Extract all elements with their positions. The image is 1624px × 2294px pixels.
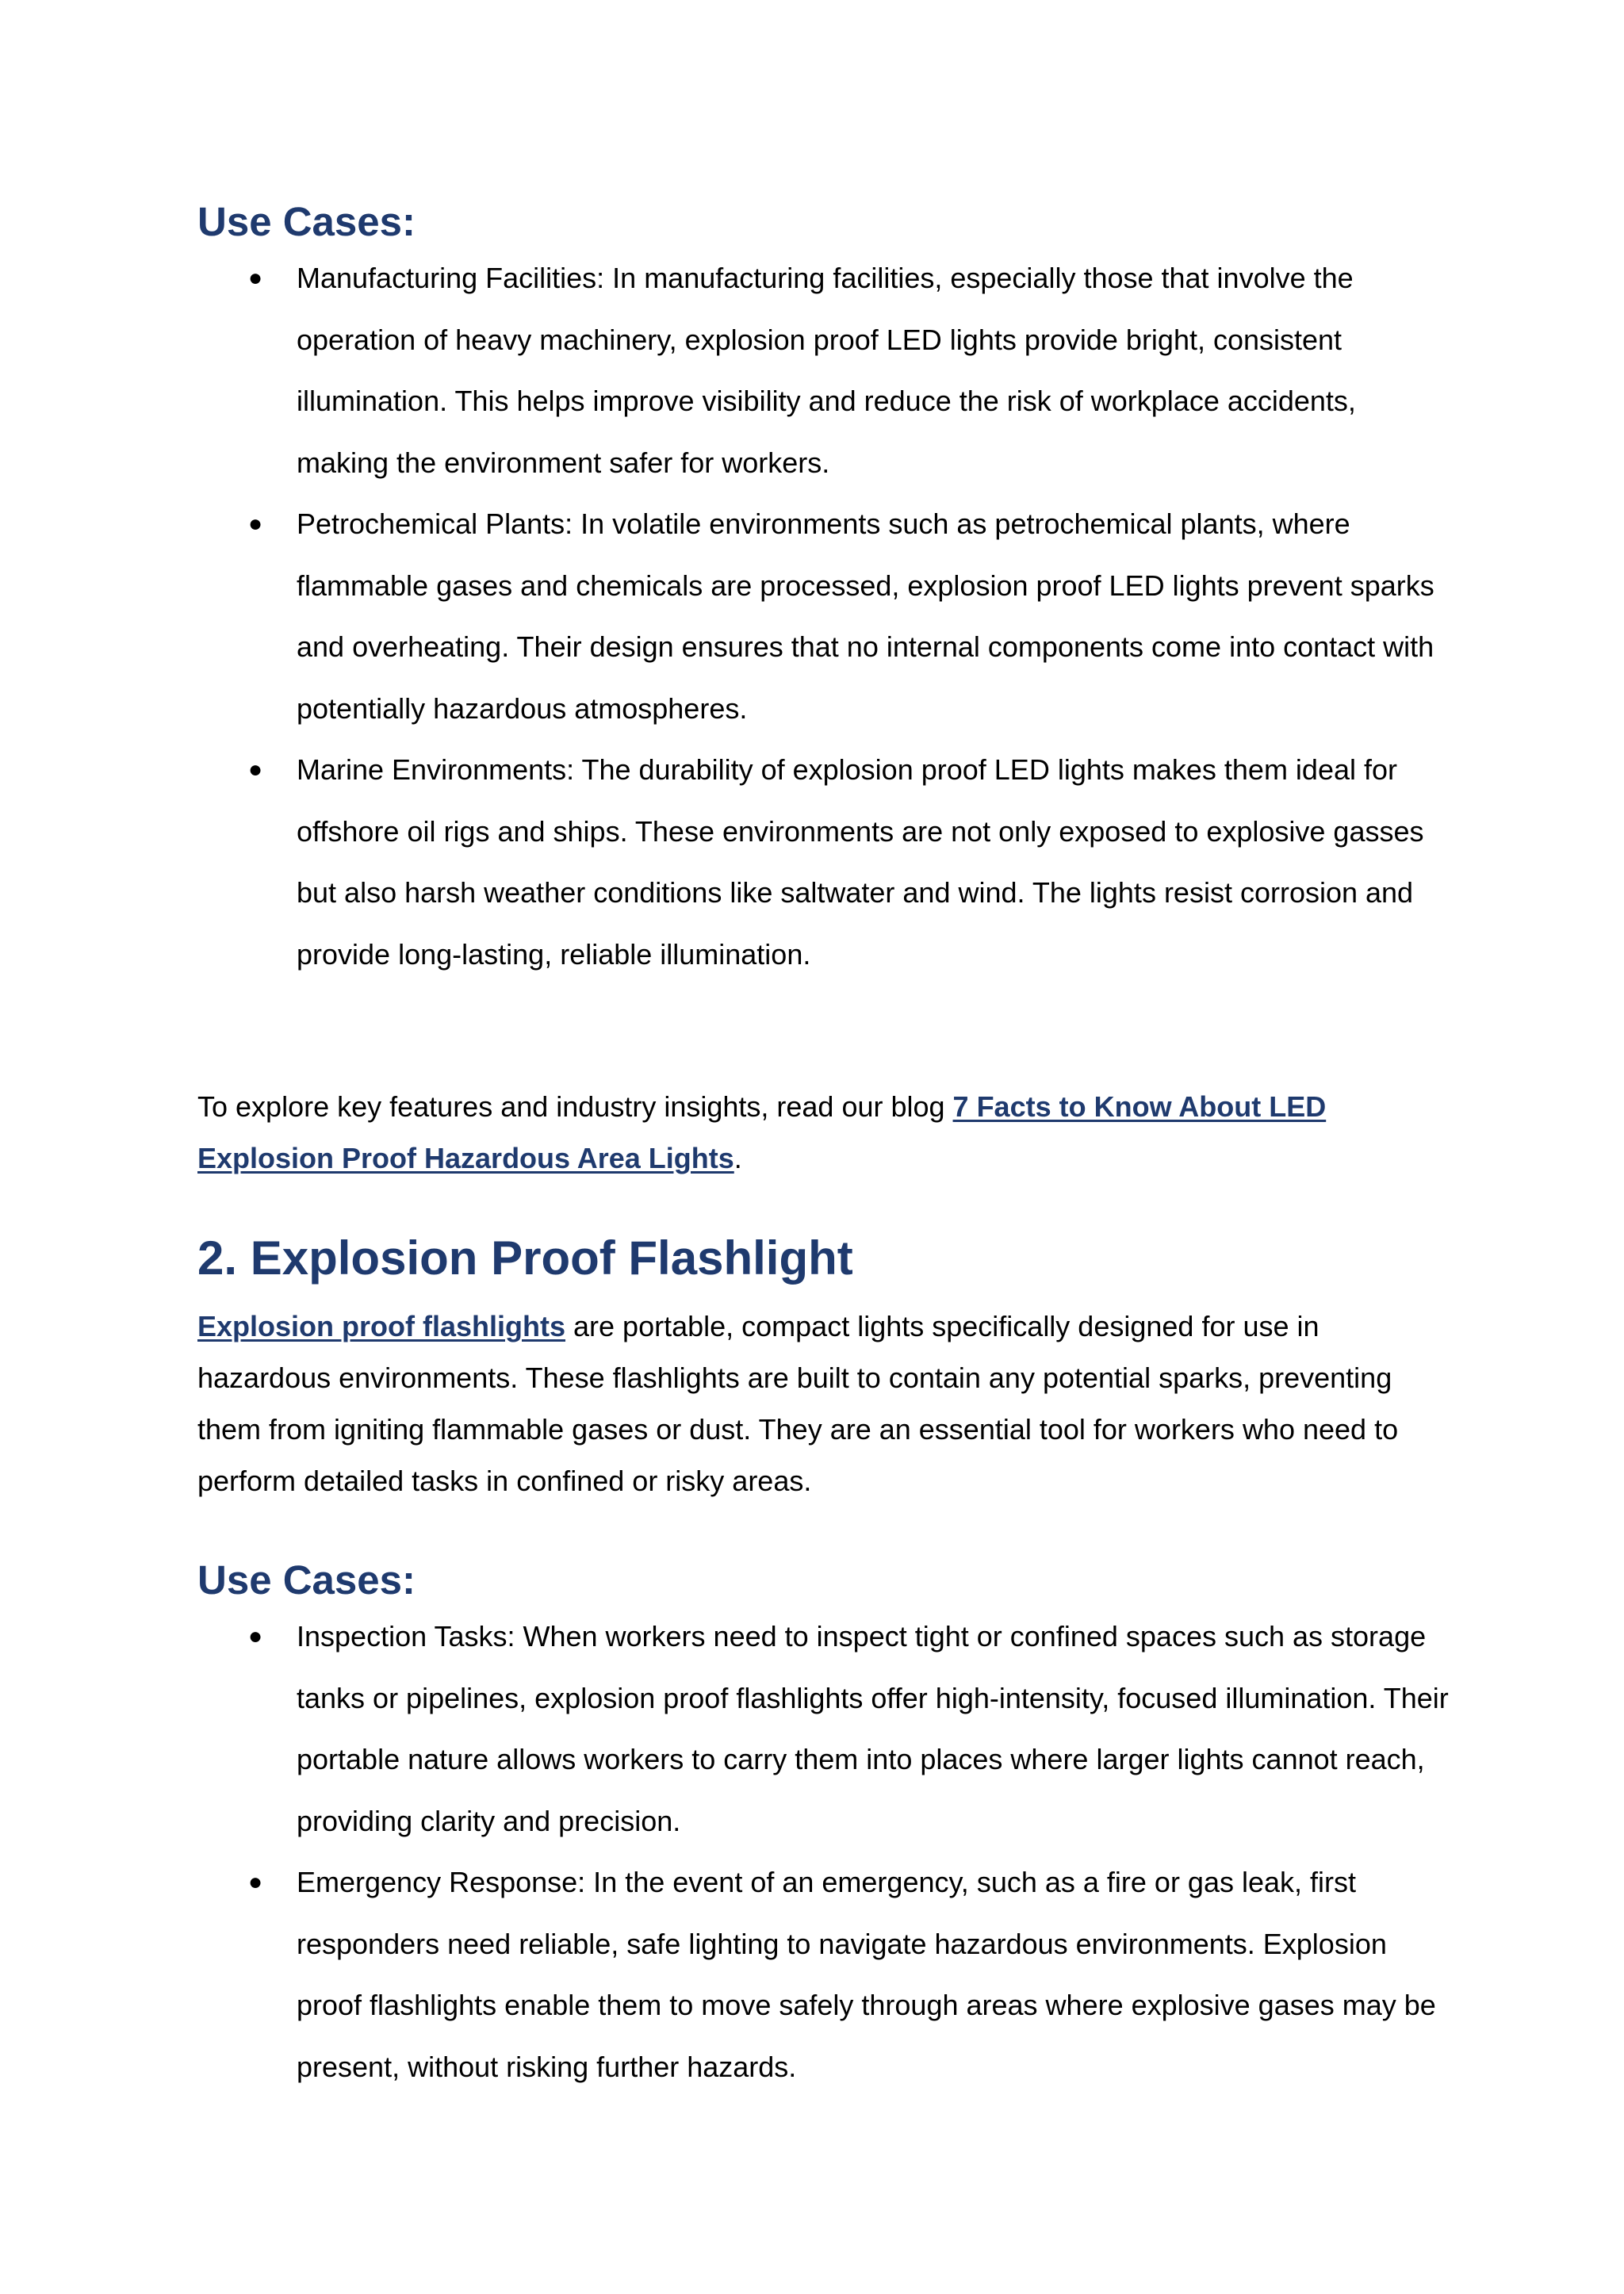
use-cases-list (0, 247, 1624, 985)
list-item (0, 247, 1454, 493)
blog-paragraph (197, 1081, 1450, 1184)
use-cases-list-2 (0, 1606, 1624, 2097)
use-cases-heading: Use Cases: (197, 199, 416, 244)
flashlight-link[interactable]: Explosion proof flashlights (197, 1310, 566, 1342)
bullet-icon: ● (248, 1623, 263, 1649)
list-item-text: Marine Environments: The durability of explosion proof LED lights makes them ideal for offshore oil rigs and ships. These environments are not only exposed to explosive gasses but also harsh weather conditions like saltwater and wind. The lights resist corrosion and provide long-lasting, reliable illumination. (297, 753, 1424, 971)
list-item (0, 493, 1454, 739)
bullet-icon: ● (248, 756, 263, 783)
bullet-icon: ● (248, 511, 263, 537)
blog-outro-text: . (733, 1142, 742, 1174)
list-item (0, 1852, 1454, 2097)
list-item-text: Inspection Tasks: When workers need to inspect tight or confined spaces such as storage tanks or pipelines, explosion proof flashlights offer high-intensity, focused illumination. Their portable nature allows workers to carry them into places where larger lights cannot reach, providing clarity and precision. (297, 1620, 1449, 1837)
list-item-text: Emergency Response: In the event of an emergency, such as a fire or gas leak, first responders need reliable, safe lighting to navigate hazardous environments. Explosion proof flashlights enable them to move safely through areas where explosive gases may be present, without risking further hazards. (297, 1866, 1436, 2083)
flashlight-intro-text: are portable, compact lights specifically designed for use in hazardous environments. These flashlights are built to contain any potential sparks, preventing them from igniting flammable gases or dust. They are an essential tool for workers who need to perform detailed tasks in confined or risky areas. (197, 1310, 1399, 1497)
bullet-icon: ● (248, 265, 263, 291)
blog-intro-text: To explore key features and industry insights, read our blog (197, 1090, 953, 1123)
list-item (0, 1606, 1454, 1852)
list-item-text: Petrochemical Plants: In volatile environments such as petrochemical plants, where flammable gases and chemicals are processed, explosion proof LED lights prevent sparks and overheating. Their design ensures that no internal components come into contact with potentially hazardous atmospheres. (297, 507, 1434, 725)
use-cases-heading-2: Use Cases: (197, 1557, 416, 1603)
flashlight-intro-paragraph (197, 1300, 1450, 1507)
list-item-text: Manufacturing Facilities: In manufacturing facilities, especially those that involve the operation of heavy machinery, explosion proof LED lights provide bright, consistent illumination. This helps improve visibility and reduce the risk of workplace accidents, making the environment safer for workers. (297, 262, 1356, 479)
bullet-icon: ● (248, 1869, 263, 1895)
section-heading: 2. Explosion Proof Flashlight (197, 1231, 853, 1285)
list-item (0, 739, 1454, 985)
blog-link[interactable]: 7 Facts to Know About LED Explosion Proof Hazardous Area Lights (197, 1090, 1327, 1174)
